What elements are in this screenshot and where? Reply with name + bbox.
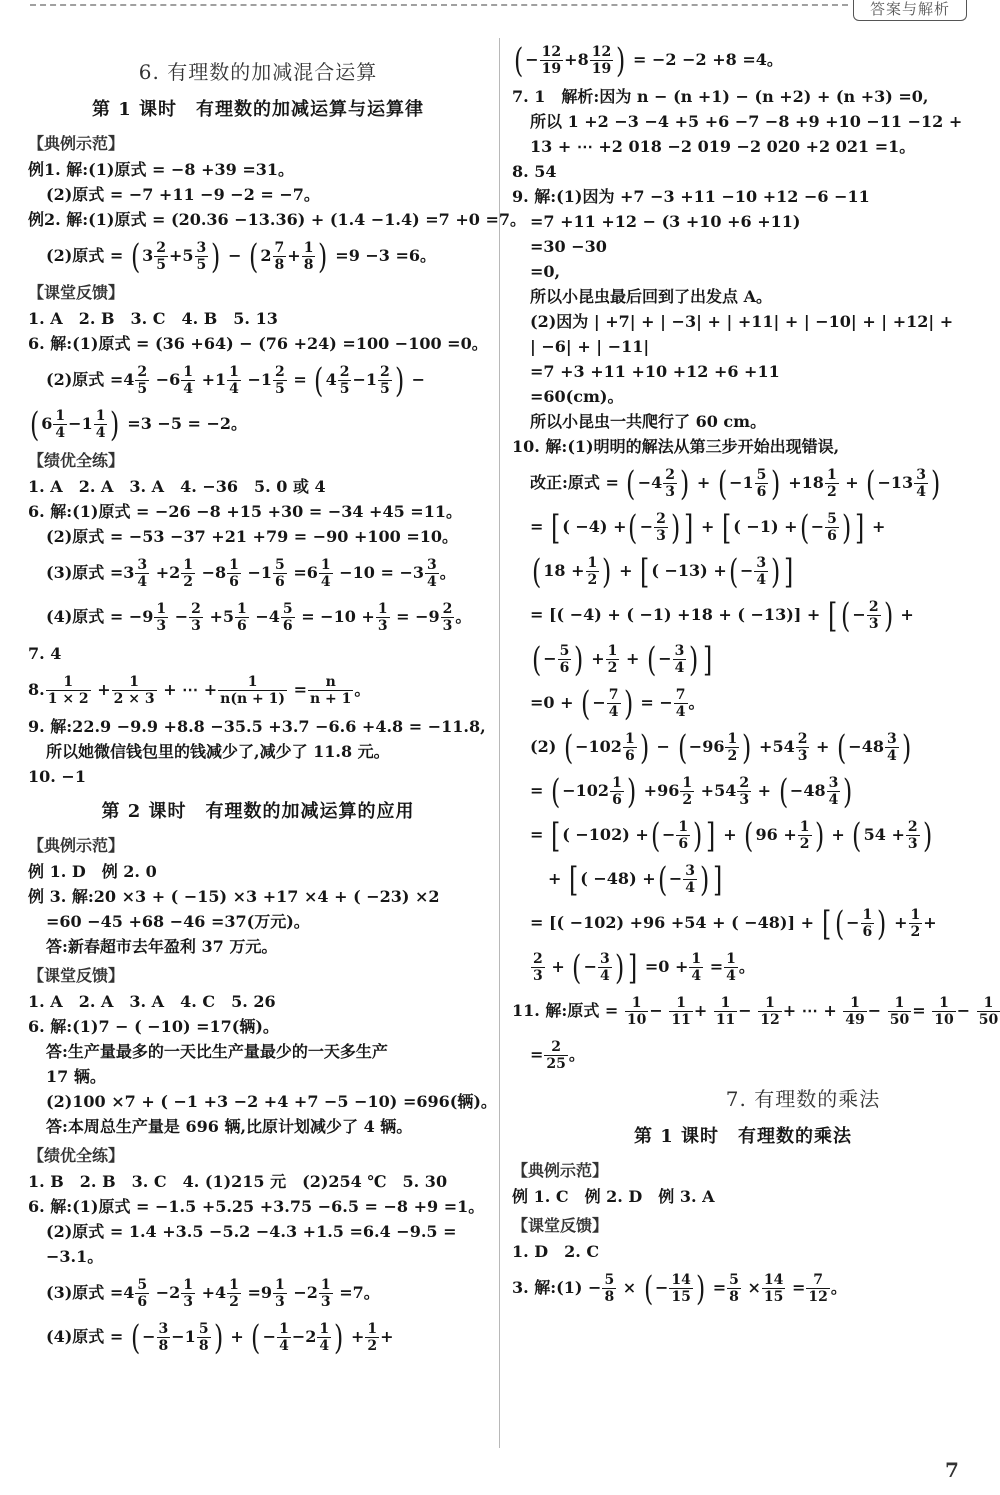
fraction: $\frac{2}{3}$ <box>907 819 918 852</box>
fraction: $\frac{2}{3}$ <box>665 467 676 500</box>
fraction: $\frac{1}{11}$ <box>671 995 691 1028</box>
answer-line: =0, <box>530 262 561 281</box>
answer-line: 9. 解:22.9 −9.9 +8.8 −35.5 +3.7 −6.6 +4.8 = −11.8, <box>28 717 486 736</box>
fraction: $\frac{1}{2}$ <box>826 467 837 500</box>
answer-line-fractions: ( − $\frac{5}{6}$ ) + $\frac{1}{2}$ + ( − $\frac{3}{4}$ ) ] <box>531 639 712 680</box>
tag-example: 【典例示范】 <box>28 134 125 153</box>
answer-line: 7. 1 解析:因为 n − (n +1) − (n +2) + (n +3) =0, <box>512 87 929 106</box>
fraction: $\frac{1}{11}$ <box>715 995 736 1028</box>
answer-line: 6. 解:(1)原式 = −1.5 +5.25 +3.75 −6.5 = −8 +9 =1。 <box>28 1197 485 1216</box>
answer-line: =7 +11 +12 − (3 +10 +6 +11) <box>530 212 801 231</box>
fraction: $\frac{1}{6}$ <box>612 775 622 808</box>
fraction: $\frac{2}{3}$ <box>868 599 879 632</box>
fraction: $\frac{12}{19}$ <box>591 44 612 77</box>
page-number: 7 <box>945 1458 959 1482</box>
answer-line: 例2. 解:(1)原式 = (20.36 −13.36) + (1.4 −1.4) =7 +0 =7。 <box>28 210 526 229</box>
answer-line-fractions: =0 + ( − $\frac{7}{4}$ ) = − $\frac{7}{4}$ 。 <box>530 683 705 724</box>
fraction: $\frac{1}{2}$ <box>587 555 598 588</box>
fraction: $\frac{1}{10}$ <box>626 995 647 1028</box>
fraction: $\frac{1}{3}$ <box>183 1277 194 1310</box>
fraction: $\frac{1}{49}$ <box>845 995 865 1028</box>
answer-line-fractions: (3)原式 =3 $\frac{3}{4}$ +2 $\frac{1}{2}$ −8 $\frac{1}{6}$ −1 $\frac{5}{6}$ =6 $\frac{1}{4}$ −10 = −3 $\frac{3}{4}$ 。 <box>46 557 456 590</box>
answer-line-fractions: 8. $\frac{1}{1 \times 2}$ + $\frac{1}{2 \times 3}$ + ⋯ + $\frac{1}{n(n + 1)}$ = $\frac{n}{n + 1}$ 。 <box>28 674 371 707</box>
fraction: $\frac{5}{8}$ <box>198 1321 209 1354</box>
tag-excellent-practice: 【绩优全练】 <box>28 1146 125 1165</box>
fraction: $\frac{1}{4}$ <box>726 951 736 984</box>
answer-line-fractions: 11. 解:原式 = $\frac{1}{10}$ − $\frac{1}{11}$ + $\frac{1}{11}$ − $\frac{1}{12}$ + ⋯ + $\frac{1}{49}$ − $\frac{1}{50}$ = $\frac{1}{10}$ − $\frac{1}{50}$ <box>512 995 999 1028</box>
fraction: $\frac{5}{8}$ <box>604 1272 615 1305</box>
fraction: $\frac{2}{3}$ <box>739 775 750 808</box>
answer-line-fractions: (4)原式 = −9 $\frac{1}{3}$ − $\frac{2}{3}$ +5 $\frac{1}{6}$ −4 $\frac{5}{6}$ = −10 + $\frac{1}{3}$ = −9 $\frac{2}{3}$ 。 <box>46 601 472 634</box>
fraction: $\frac{5}{6}$ <box>827 511 837 544</box>
fraction: $\frac{1}{3}$ <box>156 601 167 634</box>
fraction: $\frac{2}{3}$ <box>533 951 543 984</box>
fraction: $\frac{2}{5}$ <box>275 364 285 397</box>
fraction: $\frac{2}{3}$ <box>191 601 201 634</box>
fraction: $\frac{1}{8}$ <box>303 240 314 273</box>
fraction: $\frac{1}{4}$ <box>183 364 194 397</box>
answer-line: 1. A 2. A 3. A 4. −36 5. 0 或 4 <box>28 477 326 496</box>
answer-line: 答:新春超市去年盈利 37 万元。 <box>46 937 278 956</box>
fraction: $\frac{3}{4}$ <box>916 467 926 500</box>
fraction: $\frac{1}{6}$ <box>236 601 247 634</box>
fraction: $\frac{1}{10}$ <box>934 995 954 1028</box>
fraction: $\frac{2}{25}$ <box>546 1039 566 1072</box>
answer-line: 8. 54 <box>512 162 557 181</box>
answer-line: 6. 解:(1)原式 = (36 +64) − (76 +24) =100 −100 =0。 <box>28 334 488 353</box>
answer-line: 10. 解:(1)明明的解法从第三步开始出现错误, <box>512 437 840 456</box>
answer-line: 10. −1 <box>28 767 86 786</box>
column-divider <box>499 38 500 1448</box>
fraction: $\frac{5}{6}$ <box>559 643 570 676</box>
fraction: $\frac{1}{4}$ <box>319 1321 330 1354</box>
answer-line: 6. 解:(1)原式 = −26 −8 +15 +30 = −34 +45 =11。 <box>28 502 462 521</box>
answer-line: 13 + ⋯ +2 018 −2 019 −2 020 +2 021 =1。 <box>530 137 916 156</box>
answer-line-fractions: (3)原式 =4 $\frac{5}{6}$ −2 $\frac{1}{3}$ +4 $\frac{1}{2}$ =9 $\frac{1}{3}$ −2 $\frac{1}{3}$ =7。 <box>46 1277 380 1310</box>
fraction: $\frac{5}{6}$ <box>137 1277 148 1310</box>
answer-line: 例 3. 解:20 ×3 + ( −15) ×3 +17 ×4 + ( −23) ×2 <box>28 887 440 906</box>
fraction: $\frac{1}{4}$ <box>95 408 106 441</box>
fraction: $\frac{1}{6}$ <box>229 557 239 590</box>
answer-line: (2)因为 | +7| + | −3| + | +11| + | −10| + | +12| + <box>530 312 954 331</box>
answer-line: =60(cm)。 <box>530 387 624 406</box>
answer-line-fractions: + [ ( −48) +( − $\frac{3}{4}$ ) ] <box>548 859 723 900</box>
fraction: $\frac{1}{4}$ <box>55 408 66 441</box>
answer-line-fractions: = [ ( −102) +( − $\frac{1}{6}$ ) ] + ( 96 + $\frac{1}{2}$ ) + ( 54 + $\frac{2}{3}$ ) <box>530 815 932 856</box>
answer-line: 所以 1 +2 −3 −4 +5 +6 −7 −8 +9 +10 −11 −12 + <box>530 112 963 131</box>
answer-line: (2)原式 = −7 +11 −9 −2 = −7。 <box>46 185 320 204</box>
fraction: $\frac{5}{6}$ <box>275 557 285 590</box>
answer-line: 17 辆。 <box>46 1067 106 1086</box>
answer-line-fractions: = [( −4) + ( −1) +18 + ( −13)] + [ ( − $\frac{2}{3}$ ) + <box>530 595 914 636</box>
fraction: $\frac{3}{5}$ <box>196 240 207 273</box>
fraction: $\frac{5}{6}$ <box>756 467 767 500</box>
answer-line: (2)原式 = 1.4 +3.5 −5.2 −4.3 +1.5 =6.4 −9.5 = <box>46 1222 457 1241</box>
answer-line: 所以她微信钱包里的钱减少了,减少了 11.8 元。 <box>46 742 390 761</box>
right-column <box>512 40 999 1312</box>
answer-line: 9. 解:(1)因为 +7 −3 +11 −10 +12 −6 −11 <box>512 187 870 206</box>
section-title-6: 6. 有理数的加减混合运算 <box>138 60 378 84</box>
fraction: $\frac{3}{4}$ <box>828 775 839 808</box>
fraction: $\frac{1}{2}$ <box>682 775 693 808</box>
answer-line-fractions: = ( −102 $\frac{1}{6}$ ) +96 $\frac{1}{2}$ +54 $\frac{2}{3}$ + ( −48 $\frac{3}{4}$ ) <box>530 771 853 812</box>
answer-line: =30 −30 <box>530 237 607 256</box>
answer-line: 1. A 2. A 3. A 4. C 5. 26 <box>28 992 276 1011</box>
answer-line-fractions: 3. 解:(1) − $\frac{5}{8}$ × ( − $\frac{14}{15}$ ) = $\frac{5}{8}$ × $\frac{14}{15}$ = $\frac{7}{12}$ 。 <box>512 1268 847 1309</box>
tag-class-feedback: 【课堂反馈】 <box>512 1216 609 1235</box>
fraction: $\frac{12}{19}$ <box>541 44 562 77</box>
answer-line: (2)原式 = −53 −37 +21 +79 = −90 +100 =10。 <box>46 527 459 546</box>
fraction: $\frac{1}{n(n + 1)}$ <box>220 674 285 707</box>
header-answer-tag: 答案与解析 <box>853 0 967 21</box>
fraction: $\frac{7}{4}$ <box>608 687 619 720</box>
fraction: $\frac{1}{1 \times 2}$ <box>47 674 89 707</box>
fraction: $\frac{3}{8}$ <box>158 1321 169 1354</box>
fraction: $\frac{1}{6}$ <box>678 819 689 852</box>
answer-line: 所以小昆虫最后回到了出发点 A。 <box>530 287 772 306</box>
fraction: $\frac{1}{50}$ <box>889 995 910 1028</box>
tag-example: 【典例示范】 <box>512 1161 609 1180</box>
fraction: $\frac{2}{5}$ <box>137 364 148 397</box>
fraction: $\frac{5}{8}$ <box>729 1272 739 1305</box>
answer-line: (2)100 ×7 + ( −1 +3 −2 +4 +7 −5 −10) =696(辆)。 <box>46 1092 497 1111</box>
tag-class-feedback: 【课堂反馈】 <box>28 283 125 302</box>
fraction: $\frac{2}{5}$ <box>380 364 390 397</box>
left-column <box>28 40 526 1361</box>
answer-line: =60 −45 +68 −46 =37(万元)。 <box>46 912 310 931</box>
tag-excellent-practice: 【绩优全练】 <box>28 451 125 470</box>
answer-line-fractions: (4)原式 = ( − $\frac{3}{8}$ −1 $\frac{5}{8}$ ) + ( − $\frac{1}{4}$ −2 $\frac{1}{4}$ ) + $\frac{1}{2}$ + <box>46 1317 394 1358</box>
fraction: $\frac{3}{4}$ <box>886 731 897 764</box>
lesson-title-1: 第 1 课时 有理数的加减运算与运算律 <box>91 99 425 120</box>
fraction: $\frac{1}{2}$ <box>727 731 738 764</box>
fraction: $\frac{1}{3}$ <box>377 601 388 634</box>
fraction: $\frac{2}{3}$ <box>797 731 808 764</box>
fraction: $\frac{2}{3}$ <box>442 601 453 634</box>
fraction: $\frac{1}{50}$ <box>978 995 999 1028</box>
answer-line: 1. D 2. C <box>512 1242 600 1261</box>
answer-line: 1. B 2. B 3. C 4. (1)215 元 (2)254 ℃ 5. 30 <box>28 1172 448 1191</box>
answer-line-fractions: ( 6 $\frac{1}{4}$ −1 $\frac{1}{4}$ ) =3 −5 = −2。 <box>29 404 248 445</box>
answer-line: 7. 4 <box>28 644 62 663</box>
fraction: $\frac{3}{4}$ <box>674 643 685 676</box>
fraction: $\frac{1}{4}$ <box>279 1321 289 1354</box>
answer-line: 6. 解:(1)7 − ( −10) =17(辆)。 <box>28 1017 279 1036</box>
fraction: $\frac{3}{4}$ <box>599 951 610 984</box>
answer-line: 例 1. C 例 2. D 例 3. A <box>512 1187 715 1206</box>
lesson-title-2: 第 2 课时 有理数的加减运算的应用 <box>101 801 415 822</box>
answer-line-fractions: (2)原式 = ( 3 $\frac{2}{5}$ +5 $\frac{3}{5}$ ) − ( 2 $\frac{7}{8}$ + $\frac{1}{8}$ ) =9 −3 =6。 <box>46 236 437 277</box>
fraction: $\frac{1}{2}$ <box>799 819 810 852</box>
fraction: $\frac{1}{12}$ <box>760 995 780 1028</box>
fraction: $\frac{14}{15}$ <box>671 1272 691 1305</box>
fraction: $\frac{7}{4}$ <box>675 687 686 720</box>
fraction: $\frac{1}{3}$ <box>320 1277 331 1310</box>
answer-line: 答:生产量最多的一天比生产量最少的一天多生产 <box>46 1042 388 1061</box>
answer-line-fractions: = $\frac{2}{25}$ 。 <box>530 1039 585 1072</box>
fraction: $\frac{1}{6}$ <box>624 731 635 764</box>
answer-line: −3.1。 <box>46 1247 104 1266</box>
fraction: $\frac{1}{2}$ <box>367 1321 378 1354</box>
fraction: $\frac{1}{3}$ <box>275 1277 285 1310</box>
fraction: $\frac{7}{12}$ <box>808 1272 828 1305</box>
answer-line-fractions: (2) ( −102 $\frac{1}{6}$ ) − ( −96 $\frac{1}{2}$ ) +54 $\frac{2}{3}$ + ( −48 $\frac{3}{4}$ ) <box>530 727 911 768</box>
lesson-title-multiplication: 第 1 课时 有理数的乘法 <box>633 1126 853 1147</box>
fraction: $\frac{1}{2}$ <box>910 907 921 940</box>
answer-line: 答:本周总生产量是 696 辆,比原计划减少了 4 辆。 <box>46 1117 413 1136</box>
fraction: $\frac{1}{2 \times 3}$ <box>113 674 155 707</box>
fraction: $\frac{1}{6}$ <box>862 907 873 940</box>
fraction: $\frac{2}{3}$ <box>656 511 666 544</box>
tag-class-feedback: 【课堂反馈】 <box>28 966 125 985</box>
answer-line-fractions: $\frac{2}{3}$ + ( − $\frac{3}{4}$ ) ] =0 + $\frac{1}{4}$ = $\frac{1}{4}$ 。 <box>533 947 755 988</box>
fraction: $\frac{5}{6}$ <box>282 601 293 634</box>
answer-line: | −6| + | −11| <box>530 337 650 356</box>
answer-line: 1. A 2. B 3. C 4. B 5. 13 <box>28 309 278 328</box>
answer-line-fractions: = [ ( −4) +( − $\frac{2}{3}$ ) ] + [ ( −1) +( − $\frac{5}{6}$ ) ] + <box>530 507 886 548</box>
answer-line-fractions: (2)原式 =4 $\frac{2}{5}$ −6 $\frac{1}{4}$ +1 $\frac{1}{4}$ −1 $\frac{2}{5}$ = ( 4 $\frac{2}{5}$ −1 $\frac{2}{5}$ ) − <box>46 360 426 401</box>
tag-example: 【典例示范】 <box>28 836 125 855</box>
fraction: $\frac{3}{4}$ <box>426 557 437 590</box>
fraction: $\frac{3}{4}$ <box>756 555 767 588</box>
fraction: $\frac{3}{4}$ <box>137 557 148 590</box>
answer-line-fractions: ( − $\frac{12}{19}$ +8 $\frac{12}{19}$ ) = −2 −2 +8 =4。 <box>513 40 783 81</box>
top-dashed-rule <box>30 4 848 6</box>
fraction: $\frac{n}{n + 1}$ <box>309 674 352 707</box>
fraction: $\frac{1}{2}$ <box>607 643 618 676</box>
answer-line-fractions: = [( −102) +96 +54 + ( −48)] + [ ( − $\frac{1}{6}$ ) + $\frac{1}{2}$ + <box>530 903 937 944</box>
fraction: $\frac{1}{2}$ <box>183 557 194 590</box>
fraction: $\frac{3}{4}$ <box>685 863 696 896</box>
fraction: $\frac{1}{2}$ <box>229 1277 239 1310</box>
fraction: $\frac{1}{4}$ <box>320 557 331 590</box>
answer-line-fractions: ( 18 + $\frac{1}{2}$ ) + [ ( −13) +( − $\frac{3}{4}$ ) ] <box>531 551 794 592</box>
answer-line: 例1. 解:(1)原式 = −8 +39 =31。 <box>28 160 295 179</box>
answer-line: =7 +3 +11 +10 +12 +6 +11 <box>530 362 780 381</box>
fraction: $\frac{14}{15}$ <box>763 1272 784 1305</box>
fraction: $\frac{2}{5}$ <box>156 240 166 273</box>
answer-line: 所以小昆虫一共爬行了 60 cm。 <box>530 412 767 431</box>
section-title-7: 7. 有理数的乘法 <box>725 1087 881 1111</box>
fraction: $\frac{7}{8}$ <box>274 240 285 273</box>
fraction: $\frac{1}{4}$ <box>691 951 702 984</box>
answer-line-fractions: 改正:原式 = ( −4 $\frac{2}{3}$ ) + ( −1 $\frac{5}{6}$ ) +18 $\frac{1}{2}$ + ( −13 $\frac{3}{4}$ ) <box>530 463 941 504</box>
fraction: $\frac{2}{5}$ <box>339 364 350 397</box>
fraction: $\frac{1}{4}$ <box>229 364 239 397</box>
answer-line: 例 1. D 例 2. 0 <box>28 862 157 881</box>
